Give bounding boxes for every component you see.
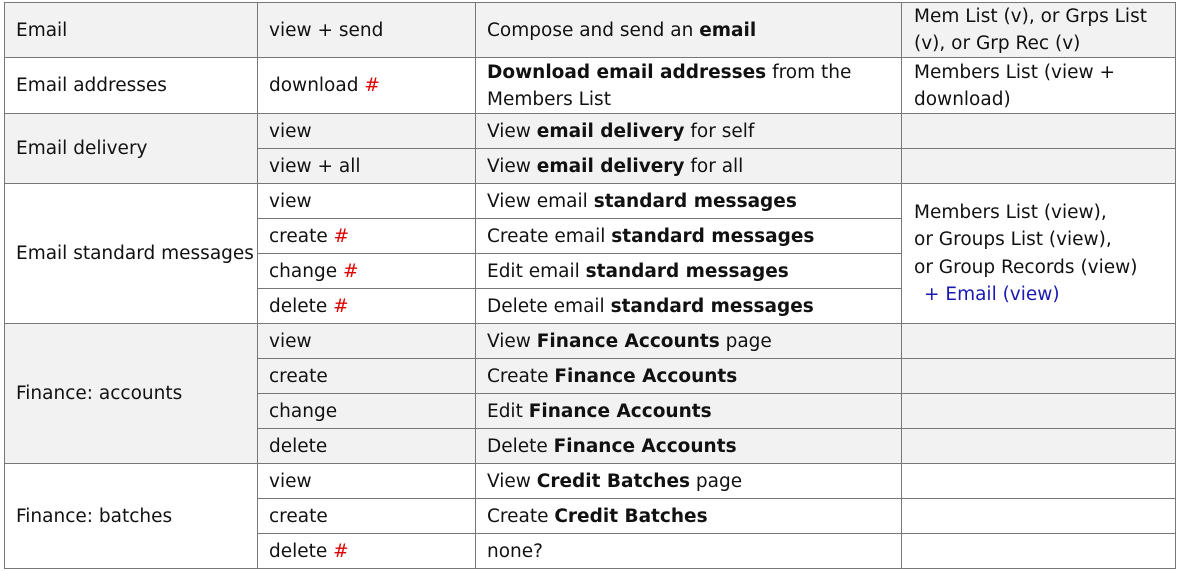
permission-cell: change # [258,254,476,289]
table-row [5,464,1176,499]
permission-cell: view [258,184,476,219]
permission-cell: create # [258,219,476,254]
requirement-cell [902,429,1176,464]
requirement-cell: Mem List (v), or Grps List (v), or Grp Rec (v) [902,3,1176,58]
requirement-cell [902,394,1176,429]
requirement-cell [902,184,1176,324]
requirement-cell [902,149,1176,184]
requirement-extra: + Email (view) [924,284,1060,305]
permission-cell: create [258,499,476,534]
permission-cell: delete # [258,289,476,324]
permission-cell: view [258,464,476,499]
requirement-cell [902,114,1176,149]
description-cell: View email standard messages [476,184,902,219]
requirement-cell [902,499,1176,534]
permission-cell: change [258,394,476,429]
requirement-cell [902,359,1176,394]
table-row [5,324,1176,359]
feature-cell: Email addresses [5,58,258,114]
description-cell: Edit email standard messages [476,254,902,289]
hash-marker: # [333,540,349,562]
table-row [5,184,1176,219]
description-cell: View Finance Accounts page [476,324,902,359]
hash-marker: # [333,225,350,247]
description-cell: Create Credit Batches [476,499,902,534]
table-row [5,114,1176,149]
requirement-line: or Group Records (view) [914,256,1138,278]
permission-cell: download # [258,58,476,114]
requirement-cell [902,534,1176,569]
requirement-line: or Groups List (view), [914,229,1112,250]
hash-marker: # [333,295,349,317]
hash-marker: # [342,260,359,282]
feature-cell: Email delivery [5,114,258,184]
permission-cell: delete # [258,534,476,569]
table-row [5,3,1176,58]
permission-cell: view [258,114,476,149]
description-cell: View email delivery for self [476,114,902,149]
description-cell: Edit Finance Accounts [476,394,902,429]
requirement-cell: Members List (view + download) [902,58,1176,114]
permissions-table [4,2,1176,569]
permission-cell: view [258,324,476,359]
requirement-cell [902,324,1176,359]
description-cell: View Credit Batches page [476,464,902,499]
feature-cell: Finance: accounts [5,324,258,464]
hash-marker: # [364,75,380,96]
permission-cell: create [258,359,476,394]
description-cell: Delete Finance Accounts [476,429,902,464]
feature-cell: Email [5,3,258,58]
description-cell: View email delivery for all [476,149,902,184]
table-row [5,58,1176,114]
permission-cell: view + all [258,149,476,184]
description-cell: none? [476,534,902,569]
description-cell: Download email addresses from the Members List [476,58,902,114]
feature-cell: Email standard messages [5,184,258,324]
description-cell: Compose and send an email [476,3,902,58]
requirement-line: Members List (view), [914,201,1107,223]
description-cell: Delete email standard messages [476,289,902,324]
permission-cell: delete [258,429,476,464]
permission-cell: view + send [258,3,476,58]
feature-cell: Finance: batches [5,464,258,569]
requirement-cell [902,464,1176,499]
description-cell: Create Finance Accounts [476,359,902,394]
description-cell: Create email standard messages [476,219,902,254]
